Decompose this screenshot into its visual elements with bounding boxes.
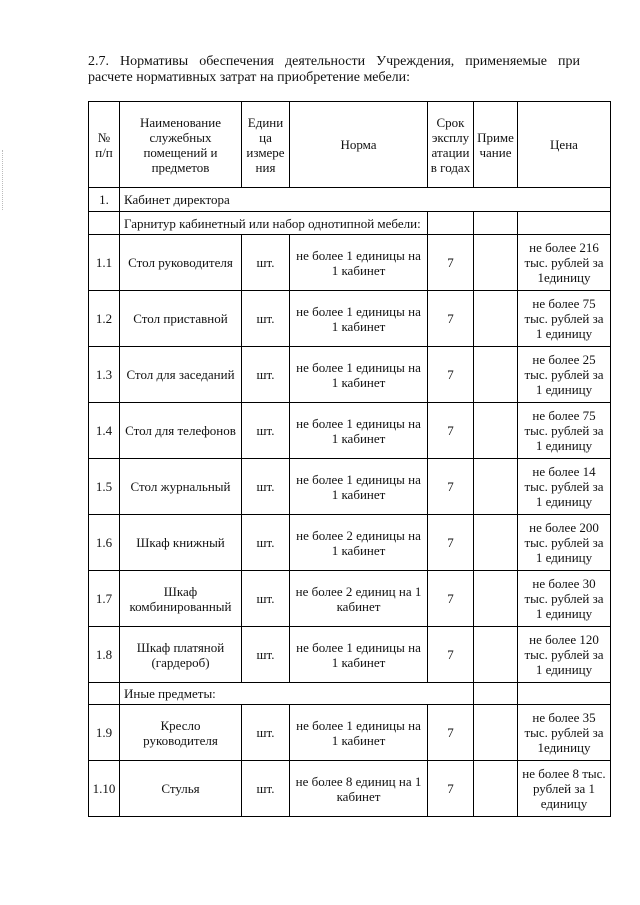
cell-name: Кресло руководителя xyxy=(120,705,242,761)
cell-num: 1.7 xyxy=(89,571,120,627)
cell-unit: шт. xyxy=(242,459,290,515)
cell-note xyxy=(474,403,518,459)
section-heading: 2.7. Нормативы обеспечения деятельности Учреждения, применяемые при расчете нормативных затрат на приобретение мебели: xyxy=(88,54,580,85)
cell-name: Стол для заседаний xyxy=(120,347,242,403)
header-note: Приме чание xyxy=(474,102,518,188)
section-row xyxy=(89,188,611,212)
cell-name: Стол журнальный xyxy=(120,459,242,515)
cell-unit: шт. xyxy=(242,403,290,459)
cell-price: не более 35 тыс. рублей за 1единицу xyxy=(518,705,611,761)
cell-name: Стулья xyxy=(120,761,242,817)
cell-num: 1.5 xyxy=(89,459,120,515)
cell-note xyxy=(474,761,518,817)
empty-cell xyxy=(518,212,611,235)
header-price: Цена xyxy=(518,102,611,188)
subsection-title: Гарнитур кабинетный или набор однотипной мебели: xyxy=(120,212,428,235)
table-header-row xyxy=(89,102,611,188)
cell-price: не более 216 тыс. рублей за 1единицу xyxy=(518,235,611,291)
cell-price: не более 25 тыс. рублей за 1 единицу xyxy=(518,347,611,403)
empty-cell xyxy=(89,683,120,705)
cell-unit: шт. xyxy=(242,761,290,817)
empty-cell xyxy=(474,683,518,705)
scan-margin-mark xyxy=(2,150,4,210)
subsection-title: Иные предметы: xyxy=(120,683,474,705)
header-num: № п/п xyxy=(89,102,120,188)
subsection-row xyxy=(89,212,611,235)
cell-note xyxy=(474,571,518,627)
subsection-row xyxy=(89,683,611,705)
cell-term: 7 xyxy=(428,705,474,761)
cell-term: 7 xyxy=(428,347,474,403)
cell-note xyxy=(474,347,518,403)
cell-norm: не более 1 единицы на 1 кабинет xyxy=(290,347,428,403)
table-row xyxy=(89,705,611,761)
cell-norm: не более 2 единицы на 1 кабинет xyxy=(290,515,428,571)
cell-num: 1.9 xyxy=(89,705,120,761)
cell-num: 1.2 xyxy=(89,291,120,347)
header-unit: Едини ца измере ния xyxy=(242,102,290,188)
cell-num: 1.10 xyxy=(89,761,120,817)
cell-term: 7 xyxy=(428,403,474,459)
cell-term: 7 xyxy=(428,627,474,683)
cell-norm: не более 1 единицы на 1 кабинет xyxy=(290,627,428,683)
cell-price: не более 8 тыс. рублей за 1 единицу xyxy=(518,761,611,817)
cell-name: Шкаф платяной (гардероб) xyxy=(120,627,242,683)
cell-term: 7 xyxy=(428,571,474,627)
cell-price: не более 14 тыс. рублей за 1 единицу xyxy=(518,459,611,515)
cell-note xyxy=(474,291,518,347)
cell-note xyxy=(474,459,518,515)
cell-name: Стол приставной xyxy=(120,291,242,347)
header-term: Срок эксплу атации в годах xyxy=(428,102,474,188)
cell-note xyxy=(474,627,518,683)
cell-unit: шт. xyxy=(242,235,290,291)
table-row xyxy=(89,291,611,347)
cell-note xyxy=(474,235,518,291)
cell-num: 1.1 xyxy=(89,235,120,291)
header-name: Наименование служебных помещений и предметов xyxy=(120,102,242,188)
cell-unit: шт. xyxy=(242,571,290,627)
cell-term: 7 xyxy=(428,761,474,817)
cell-num: 1.6 xyxy=(89,515,120,571)
cell-name: Шкаф комбинированный xyxy=(120,571,242,627)
cell-norm: не более 2 единиц на 1 кабинет xyxy=(290,571,428,627)
cell-price: не более 30 тыс. рублей за 1 единицу xyxy=(518,571,611,627)
empty-cell xyxy=(474,212,518,235)
cell-name: Стол руководителя xyxy=(120,235,242,291)
empty-cell xyxy=(89,212,120,235)
cell-norm: не более 1 единицы на 1 кабинет xyxy=(290,705,428,761)
cell-norm: не более 1 единицы на 1 кабинет xyxy=(290,235,428,291)
header-norm: Норма xyxy=(290,102,428,188)
cell-name: Стол для телефонов xyxy=(120,403,242,459)
cell-num: 1.3 xyxy=(89,347,120,403)
table-row xyxy=(89,347,611,403)
table-row xyxy=(89,459,611,515)
cell-unit: шт. xyxy=(242,515,290,571)
cell-norm: не более 1 единицы на 1 кабинет xyxy=(290,291,428,347)
cell-unit: шт. xyxy=(242,627,290,683)
cell-price: не более 75 тыс. рублей за 1 единицу xyxy=(518,291,611,347)
cell-num: 1.4 xyxy=(89,403,120,459)
cell-unit: шт. xyxy=(242,705,290,761)
cell-norm: не более 8 единиц на 1 кабинет xyxy=(290,761,428,817)
cell-price: не более 120 тыс. рублей за 1 единицу xyxy=(518,627,611,683)
cell-term: 7 xyxy=(428,235,474,291)
section-num: 1. xyxy=(89,188,120,212)
furniture-norms-table xyxy=(88,101,611,817)
cell-unit: шт. xyxy=(242,347,290,403)
cell-norm: не более 1 единицы на 1 кабинет xyxy=(290,459,428,515)
table-row xyxy=(89,235,611,291)
section-title: Кабинет директора xyxy=(120,188,611,212)
cell-term: 7 xyxy=(428,515,474,571)
table-row xyxy=(89,761,611,817)
cell-num: 1.8 xyxy=(89,627,120,683)
table-row xyxy=(89,403,611,459)
cell-term: 7 xyxy=(428,459,474,515)
cell-term: 7 xyxy=(428,291,474,347)
cell-note xyxy=(474,515,518,571)
cell-norm: не более 1 единицы на 1 кабинет xyxy=(290,403,428,459)
cell-note xyxy=(474,705,518,761)
table-row xyxy=(89,627,611,683)
table-row xyxy=(89,571,611,627)
cell-unit: шт. xyxy=(242,291,290,347)
cell-price: не более 75 тыс. рублей за 1 единицу xyxy=(518,403,611,459)
empty-cell xyxy=(518,683,611,705)
cell-price: не более 200 тыс. рублей за 1 единицу xyxy=(518,515,611,571)
cell-name: Шкаф книжный xyxy=(120,515,242,571)
empty-cell xyxy=(428,212,474,235)
table-row xyxy=(89,515,611,571)
